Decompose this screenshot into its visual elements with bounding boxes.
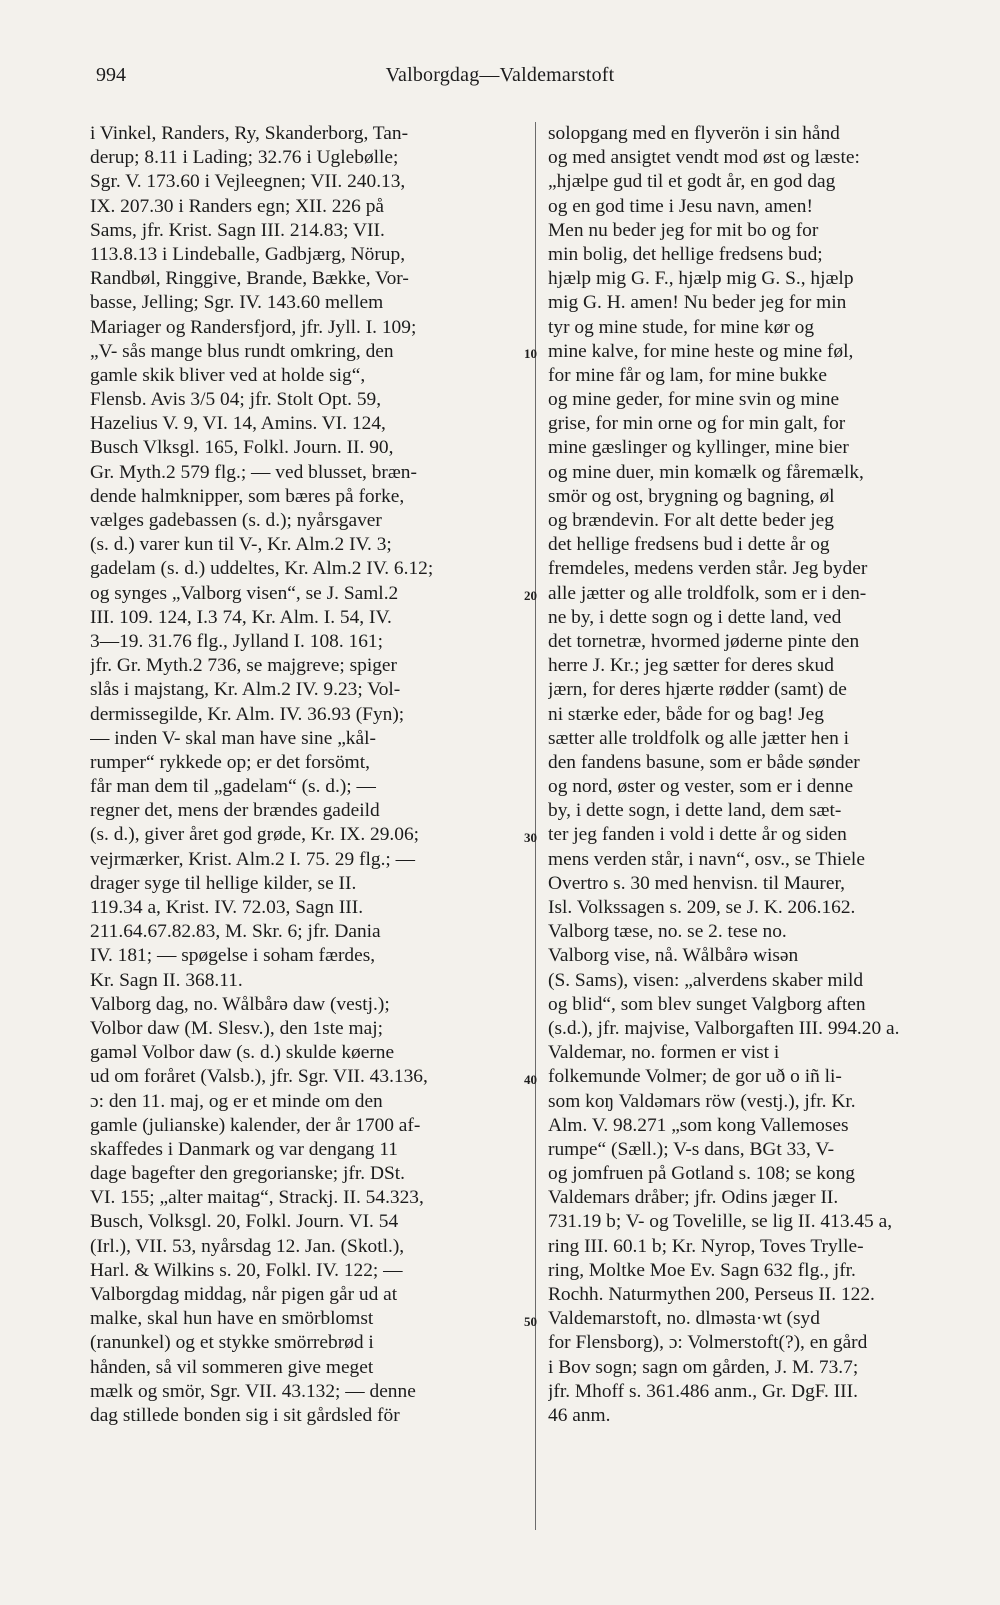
text-line: smör og ost, brygning og bagning, øl (548, 485, 835, 507)
text-line: i Vinkel, Randers, Ry, Skanderborg, Tan- (90, 123, 409, 144)
text-line: Harl. & Wilkins s. 20, Folkl. IV. 122; — (90, 1259, 403, 1281)
text-line: Valborgdag middag, når pigen går ud at (90, 1284, 398, 1305)
text-line: dermissegilde, Kr. Alm. IV. 36.93 (Fyn); (90, 703, 405, 725)
text-line: rumpe“ (Sæll.); V-s dans, BGt 33, V- (548, 1138, 835, 1160)
running-head: Valborgdag—Valdemarstoft (385, 64, 615, 86)
text-line: det hellige fredsens bud i dette år og (548, 534, 830, 556)
text-line: grise, for min orne og for min galt, for (548, 413, 846, 435)
text-line: for Flensborg), ɔ: Volmerstoft(?), en gård (548, 1332, 868, 1354)
text-line: hjælp mig G. F., hjælp mig G. S., hjælp (548, 268, 854, 290)
text-line: ter jeg fanden i vold i dette år og siden (548, 824, 847, 846)
text-line: folkemunde Volmer; de gor uð o iñ li- (548, 1066, 842, 1088)
text-line: Sgr. V. 173.60 i Vejleegnen; VII. 240.13, (90, 171, 406, 193)
line-number: 30 (524, 829, 537, 845)
text-line: VI. 155; „alter maitag“, Strackj. II. 54.323, (90, 1187, 424, 1209)
text-line: (S. Sams), visen: „alverdens skaber mild (548, 969, 864, 991)
text-line: Kr. Sagn II. 368.11. (90, 969, 243, 991)
text-line: Men nu beder jeg for mit bo og for (548, 219, 819, 241)
text-line: gaməl Volbor daw (s. d.) skulde køerne (90, 1042, 395, 1064)
text-line: 211.64.67.82.83, M. Skr. 6; jfr. Dania (90, 921, 381, 943)
left-column (90, 122, 526, 1428)
text-line: Gr. Myth.2 579 flg.; — ved blusset, bræn- (90, 461, 417, 483)
text-line: Valdemars dråber; jfr. Odins jæger II. (548, 1187, 839, 1209)
text-line: ne by, i dette sogn og i dette land, ved (548, 606, 842, 628)
text-line: som koŋ Valdəmars röw (vestj.), jfr. Kr. (548, 1090, 856, 1112)
text-line: ɔ: den 11. maj, og er et minde om den (90, 1090, 383, 1112)
text-line: Hazelius V. 9, VI. 14, Amins. VI. 124, (90, 413, 386, 435)
text-line: 731.19 b; V- og Tovelille, se lig II. 413.45 a, (548, 1211, 893, 1233)
text-line: jfr. Mhoff s. 361.486 anm., Gr. DgF. III. (548, 1380, 858, 1402)
text-line: derup; 8.11 i Lading; 32.76 i Uglebølle; (90, 147, 399, 169)
text-line: dende halmknipper, som bæres på forke, (90, 485, 405, 507)
text-line: sætter alle troldfolk og alle jætter hen i (548, 727, 850, 749)
text-line: gamle skik bliver ved at holde sig“, (90, 364, 366, 386)
text-line: (s.d.), jfr. majvise, Valborgaften III. 994.20 a. (548, 1017, 900, 1039)
text-line: og nord, øster og vester, som er i denne (548, 776, 854, 798)
text-line: malke, skal hun have en smörblomst (90, 1308, 374, 1330)
right-column (548, 122, 974, 1428)
text-line: jfr. Gr. Myth.2 736, se majgreve; spiger (90, 655, 397, 677)
text-line: — inden V- skal man have sine „kål- (90, 727, 376, 749)
text-line: ring, Moltke Moe Ev. Sagn 632 flg., jfr. (548, 1259, 856, 1281)
text-line: (ranunkel) og et stykke smörrebrød i (90, 1332, 374, 1354)
text-line: gadelam (s. d.) uddeltes, Kr. Alm.2 IV. 6.12; (90, 558, 434, 580)
text-line: vejrmærker, Krist. Alm.2 I. 75. 29 flg.; — (90, 848, 416, 870)
text-line: Valborg dag, no. Wålbårə daw (vestj.); (90, 993, 390, 1015)
text-line: og mine duer, min komælk og fåremælk, (548, 461, 864, 483)
text-line: min bolig, det hellige fredsens bud; (548, 243, 823, 265)
text-line: by, i dette sogn, i dette land, dem sæt- (548, 800, 842, 822)
text-line: og mine geder, for mine svin og mine (548, 389, 840, 411)
text-line: Isl. Volkssagen s. 209, se J. K. 206.162. (548, 897, 856, 918)
text-line: hånden, så vil sommeren give meget (90, 1356, 374, 1378)
text-line: 119.34 a, Krist. IV. 72.03, Sagn III. (90, 897, 364, 918)
text-line: Busch Vlksgl. 165, Folkl. Journ. II. 90, (90, 437, 394, 459)
text-line: 113.8.13 i Lindeballe, Gadbjærg, Nörup, (90, 243, 406, 265)
text-line: gamle (julianske) kalender, der år 1700 af- (90, 1114, 421, 1136)
text-line: får man dem til „gadelam“ (s. d.); — (90, 776, 376, 798)
text-line: Valborg vise, nå. Wålbårə wisən (548, 945, 799, 967)
text-line: og en god time i Jesu navn, amen! (548, 195, 813, 217)
text-line: (s. d.) varer kun til V-, Kr. Alm.2 IV. 3; (90, 534, 392, 556)
page-number: 994 (96, 64, 126, 86)
text-line: mælk og smör, Sgr. VII. 43.132; — denne (90, 1380, 416, 1402)
text-line: IX. 207.30 i Randers egn; XII. 226 på (90, 195, 385, 217)
text-line: mens verden står, i navn“, osv., se Thiele (548, 848, 865, 870)
text-line: herre J. Kr.; jeg sætter for deres skud (548, 655, 834, 677)
text-line: dag stillede bonden sig i sit gårdsled för (90, 1404, 400, 1426)
text-line: basse, Jelling; Sgr. IV. 143.60 mellem (90, 292, 384, 314)
text-line: Volbor daw (M. Slesv.), den 1ste maj; (90, 1017, 383, 1039)
text-line: Busch, Volksgl. 20, Folkl. Journ. VI. 54 (90, 1211, 399, 1233)
text-line: Overtro s. 30 med henvisn. til Maurer, (548, 872, 846, 894)
text-line: mig G. H. amen! Nu beder jeg for min (548, 292, 847, 314)
text-line: ring III. 60.1 b; Kr. Nyrop, Toves Trylle- (548, 1235, 864, 1257)
text-line: Valborg tæse, no. se 2. tese no. (548, 921, 787, 943)
text-line: og brændevin. For alt dette beder jeg (548, 510, 834, 531)
text-line: Flensb. Avis 3/5 04; jfr. Stolt Opt. 59, (90, 389, 382, 411)
text-line: det tornetræ, hvormed jøderne pinte den (548, 630, 860, 652)
text-line: 46 anm. (548, 1404, 611, 1426)
text-line: jærn, for deres hjærte rødder (samt) de (548, 679, 847, 701)
text-line: skaffedes i Danmark og var dengang 11 (90, 1138, 398, 1160)
text-line: ud om foråret (Valsb.), jfr. Sgr. VII. 43.136, (90, 1066, 428, 1088)
text-line: regner det, mens der brændes gadeild (90, 800, 380, 822)
text-line: slås i majstang, Kr. Alm.2 IV. 9.23; Vol- (90, 679, 401, 701)
text-line: drager syge til hellige kilder, se II. (90, 872, 357, 894)
text-line: 3—19. 31.76 flg., Jylland I. 108. 161; (90, 630, 383, 652)
text-line: Randbøl, Ringgive, Brande, Bække, Vor- (90, 268, 409, 290)
text-line: mine kalve, for mine heste og mine føl, (548, 340, 854, 362)
text-line: og med ansigtet vendt mod øst og læste: (548, 147, 860, 169)
text-line: tyr og mine stude, for mine kør og (548, 316, 815, 338)
text-line: fremdeles, medens verden står. Jeg byder (548, 558, 868, 580)
text-line: dage bagefter den gregorianske; jfr. DSt. (90, 1163, 405, 1185)
text-line: Sams, jfr. Krist. Sagn III. 214.83; VII. (90, 219, 385, 241)
text-line: Alm. V. 98.271 „som kong Vallemoses (548, 1114, 849, 1136)
text-line: og synges „Valborg visen“, se J. Saml.2 (90, 582, 399, 604)
text-line: solopgang med en flyverön i sin hånd (548, 123, 840, 144)
text-line: den fandens basune, som er både sønder (548, 751, 860, 773)
text-line: alle jætter og alle troldfolk, som er i den- (548, 582, 867, 604)
text-line: rumper“ rykkede op; er det forsömt, (90, 751, 370, 773)
line-number: 40 (524, 1071, 537, 1087)
text-line: „V- sås mange blus rundt omkring, den (90, 340, 394, 362)
line-number: 10 (524, 345, 537, 361)
text-line: (s. d.), giver året god grøde, Kr. IX. 29.06; (90, 824, 420, 846)
text-line: „hjælpe gud til et godt år, en god dag (548, 171, 836, 193)
text-line: i Bov sogn; sagn om gården, J. M. 73.7; (548, 1356, 859, 1378)
text-line: ni stærke eder, både for og bag! Jeg (548, 703, 824, 725)
text-line: mine gæslinger og kyllinger, mine bier (548, 437, 849, 459)
text-line: vælges gadebassen (s. d.); nyårsgaver (90, 510, 382, 531)
line-number: 50 (524, 1313, 537, 1329)
text-line: Rochh. Naturmythen 200, Perseus II. 122. (548, 1284, 875, 1305)
text-line: for mine får og lam, for mine bukke (548, 364, 827, 386)
text-line: Mariager og Randersfjord, jfr. Jyll. I. 109; (90, 316, 417, 338)
line-number: 20 (524, 587, 537, 603)
text-line: (Irl.), VII. 53, nyårsdag 12. Jan. (Skotl.), (90, 1235, 405, 1257)
text-line: Valdemar, no. formen er vist i (548, 1042, 780, 1064)
text-line: og jomfruen på Gotland s. 108; se kong (548, 1163, 855, 1185)
text-line: III. 109. 124, I.3 74, Kr. Alm. I. 54, IV. (90, 606, 392, 628)
text-line: Valdemarstoft, no. dlməsta·wt (syd (548, 1308, 820, 1330)
text-line: IV. 181; — spøgelse i soham færdes, (90, 945, 376, 967)
text-line: og blid“, som blev sunget Valgborg aften (548, 993, 866, 1015)
